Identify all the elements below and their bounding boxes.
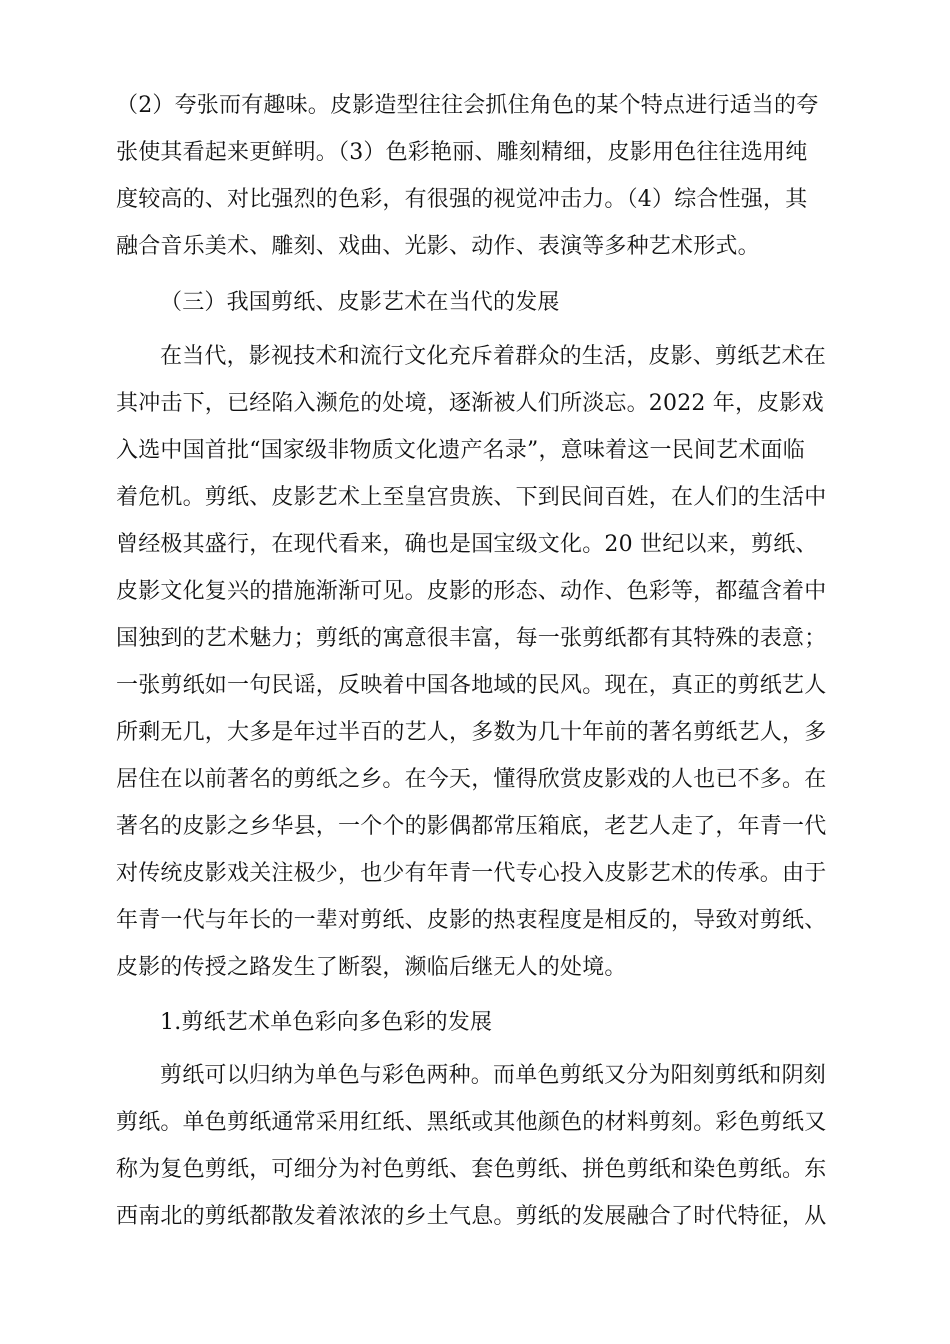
text-line: 在当代，影视技术和流行文化充斥着群众的生活，皮影、剪纸艺术在 xyxy=(160,344,827,369)
section-heading-1: 1.剪纸艺术单色彩向多色彩的发展 xyxy=(160,1010,493,1035)
text-line: 居住在以前著名的剪纸之乡。在今天，懂得欣赏皮影戏的人也已不多。在 xyxy=(116,767,827,792)
text-line: 融合音乐美术、雕刻、戏曲、光影、动作、表演等多种艺术形式。 xyxy=(116,234,760,259)
text-line: 一张剪纸如一句民谣，反映着中国各地域的民风。现在，真正的剪纸艺人 xyxy=(116,673,827,698)
section-heading-3: （三）我国剪纸、皮影艺术在当代的发展 xyxy=(160,290,560,315)
text-line: 其冲击下，已经陷入濒危的处境，逐渐被人们所淡忘。2022 年，皮影戏 xyxy=(116,391,824,416)
text-line: 剪纸。单色剪纸通常采用红纸、黑纸或其他颜色的材料剪刻。彩色剪纸又 xyxy=(116,1110,827,1135)
text-line: （2）夸张而有趣味。皮影造型往往会抓住角色的某个特点进行适当的夸 xyxy=(116,93,819,118)
text-line: 张使其看起来更鲜明。（3）色彩艳丽、雕刻精细，皮影用色往往选用纯 xyxy=(116,140,808,165)
text-line: 国独到的艺术魅力；剪纸的寓意很丰富，每一张剪纸都有其特殊的表意； xyxy=(116,626,827,651)
text-line: 度较高的、对比强烈的色彩，有很强的视觉冲击力。（4）综合性强，其 xyxy=(116,187,808,212)
text-line: 著名的皮影之乡华县，一个个的影偶都常压箱底，老艺人走了，年青一代 xyxy=(116,814,827,839)
text-line: 着危机。剪纸、皮影艺术上至皇宫贵族、下到民间百姓，在人们的生活中 xyxy=(116,485,827,510)
text-line: 对传统皮影戏关注极少，也少有年青一代专心投入皮影艺术的传承。由于 xyxy=(116,861,827,886)
text-line: 入选中国首批“国家级非物质文化遗产名录”，意味着这一民间艺术面临 xyxy=(116,438,805,463)
text-line: 皮影的传授之路发生了断裂，濒临后继无人的处境。 xyxy=(116,955,627,980)
text-line: 称为复色剪纸，可细分为衬色剪纸、套色剪纸、拼色剪纸和染色剪纸。东 xyxy=(116,1157,827,1182)
text-line: 西南北的剪纸都散发着浓浓的乡土气息。剪纸的发展融合了时代特征，从 xyxy=(116,1204,827,1229)
text-line: 年青一代与年长的一辈对剪纸、皮影的热衷程度是相反的，导致对剪纸、 xyxy=(116,908,827,933)
text-line: 曾经极其盛行，在现代看来，确也是国宝级文化。20 世纪以来，剪纸、 xyxy=(116,532,818,557)
text-line: 皮影文化复兴的措施渐渐可见。皮影的形态、动作、色彩等，都蕴含着中 xyxy=(116,579,827,604)
text-line: 剪纸可以归纳为单色与彩色两种。而单色剪纸又分为阳刻剪纸和阴刻 xyxy=(160,1063,827,1088)
text-line: 所剩无几，大多是年过半百的艺人，多数为几十年前的著名剪纸艺人，多 xyxy=(116,720,827,745)
